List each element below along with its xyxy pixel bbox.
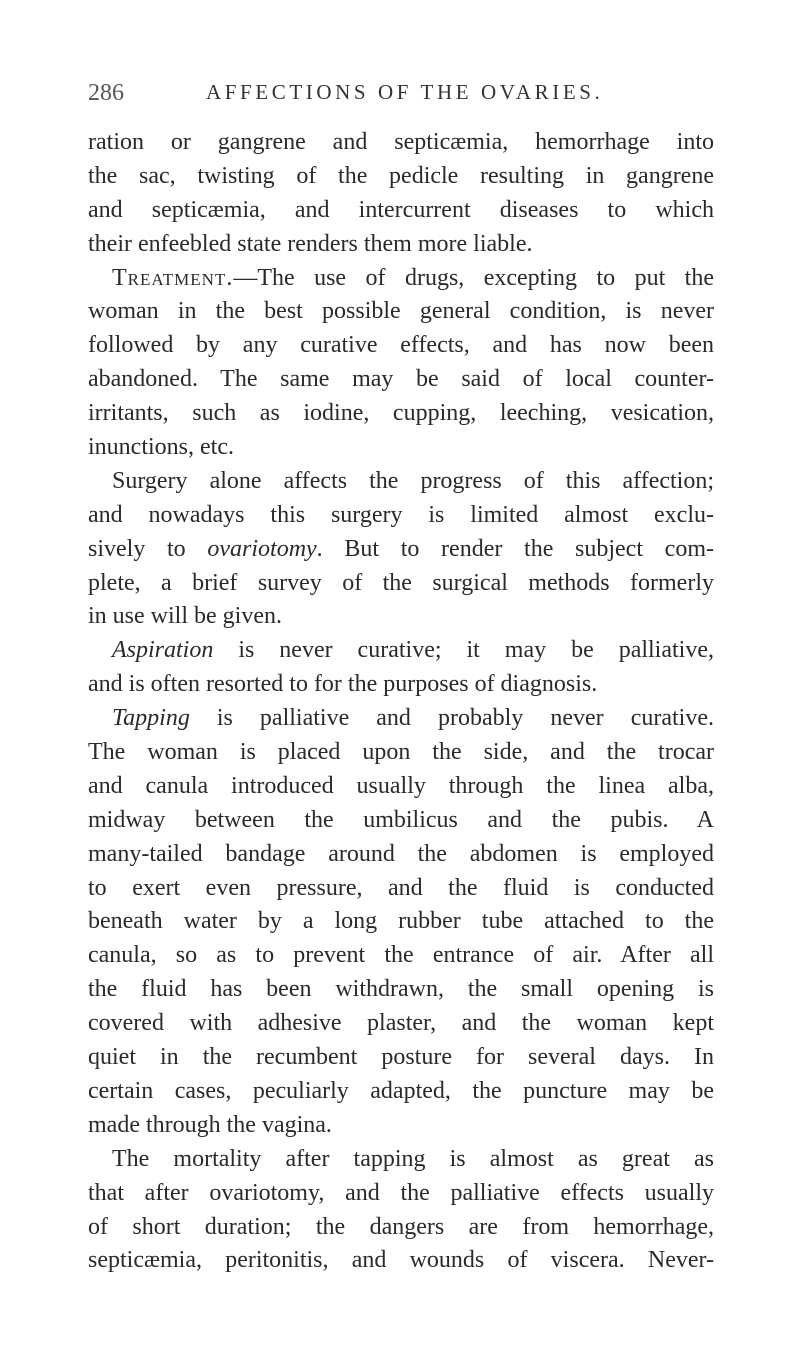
text-line: inunctions, etc.: [88, 434, 234, 461]
text-line: ration or gangrene and septicæmia, hemorrhage into: [88, 129, 714, 155]
text-line: and is often resorted to for the purposes of diagnosis.: [88, 671, 598, 698]
text-line: woman in the best possible general condition, is never: [88, 298, 714, 325]
text-fragment: sively to: [88, 535, 208, 562]
text-line: certain cases, peculiarly adapted, the puncture may be: [88, 1077, 714, 1104]
text-line: their enfeebled state renders them more liable.: [88, 230, 533, 257]
running-head: AFFECTIONS OF THE OVARIES.: [206, 80, 604, 104]
text-line: canula, so as to prevent the entrance of air. After all: [88, 942, 714, 969]
text-line: abandoned. The same may be said of local counter-: [88, 366, 714, 393]
text-fragment: is palliative and probably never curative.: [189, 705, 714, 732]
text-line: midway between the umbilicus and the pubis. A: [88, 806, 714, 833]
text-line: the fluid has been withdrawn, the small opening is: [88, 976, 714, 1003]
text-line: The mortality after tapping is almost as great as: [112, 1145, 714, 1172]
text-line: plete, a brief survey of the surgical methods formerly: [88, 569, 714, 596]
text-line: to exert even pressure, and the fluid is conducted: [88, 874, 714, 901]
text-fragment: —The use of drugs, excepting to put the: [233, 264, 714, 291]
text-line: the sac, twisting of the pedicle resulting in gangrene: [88, 162, 714, 189]
text-line: of short duration; the dangers are from hemorrhage,: [88, 1213, 714, 1240]
text-fragment: . But to render the subject com-: [316, 535, 714, 562]
text-line: [88, 702, 714, 736]
text-fragment: is never curative; it may be palliative,: [213, 637, 714, 664]
text-line: and septicæmia, and intercurrent diseases to which: [88, 196, 714, 223]
text-line: covered with adhesive plaster, and the woman kept: [88, 1010, 714, 1037]
text-line: septicæmia, peritonitis, and wounds of viscera. Never-: [88, 1247, 714, 1274]
text-line: in use will be given.: [88, 603, 282, 630]
text-line: made through the vagina.: [88, 1111, 332, 1138]
text-line: [88, 533, 714, 567]
text-line: beneath water by a long rubber tube attached to the: [88, 908, 714, 935]
text-line: followed by any curative effects, and has now been: [88, 332, 714, 359]
body-text: [88, 126, 714, 1278]
text-line: and canula introduced usually through the linea alba,: [88, 772, 714, 799]
text-line: [88, 262, 714, 296]
text-line: and nowadays this surgery is limited almost exclu-: [88, 501, 714, 528]
ovariotomy-term: ovariotomy: [207, 535, 317, 562]
page-number: 286: [88, 80, 124, 106]
aspiration-term: Aspiration: [112, 637, 214, 664]
text-line: quiet in the recumbent posture for several days. In: [88, 1044, 714, 1071]
text-line: [88, 634, 714, 668]
text-line: that after ovariotomy, and the palliative effects usually: [88, 1179, 714, 1206]
text-line: The woman is placed upon the side, and the trocar: [88, 739, 714, 766]
text-line: Surgery alone affects the progress of this affection;: [112, 467, 714, 494]
page-header: [88, 80, 728, 120]
tapping-term: Tapping: [112, 705, 190, 732]
text-line: many-tailed bandage around the abdomen is employed: [88, 840, 714, 867]
text-line: irritants, such as iodine, cupping, leeching, vesication,: [88, 400, 714, 427]
treatment-heading: Treatment.: [112, 264, 234, 291]
